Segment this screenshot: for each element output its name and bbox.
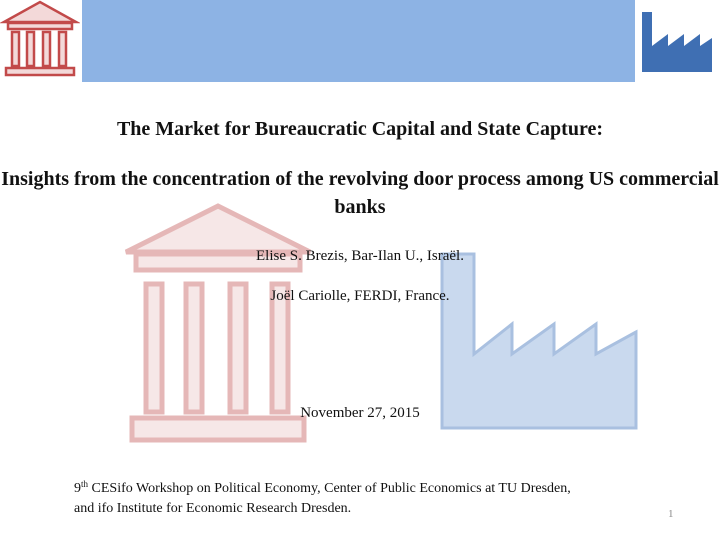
presentation-date: November 27, 2015: [300, 405, 420, 421]
header-band: [82, 0, 635, 82]
factory-icon: [640, 8, 714, 74]
factory-watermark-icon: [440, 250, 638, 430]
author-line: Elise S. Brezis, Bar-Ilan U., Israël.: [256, 248, 464, 264]
workshop-note: [74, 479, 674, 519]
slide-subtitle: Insights from the concentration of the revolving door process among US commercial banks: [1, 168, 719, 218]
government-building-icon: [0, 0, 80, 82]
workshop-line-2: and ifo Institute for Economic Research Dresden.: [74, 501, 352, 516]
workshop-ordinal-number: 9: [74, 481, 81, 496]
workshop-line-1: CESifo Workshop on Political Economy, Center of Public Economics at TU Dresden,: [88, 481, 571, 496]
workshop-ordinal-suffix: th: [81, 479, 89, 489]
author-line: Joël Cariolle, FERDI, France.: [270, 288, 450, 304]
slide-title: The Market for Bureaucratic Capital and State Capture:: [116, 118, 604, 140]
slide-number: 1: [668, 508, 674, 520]
